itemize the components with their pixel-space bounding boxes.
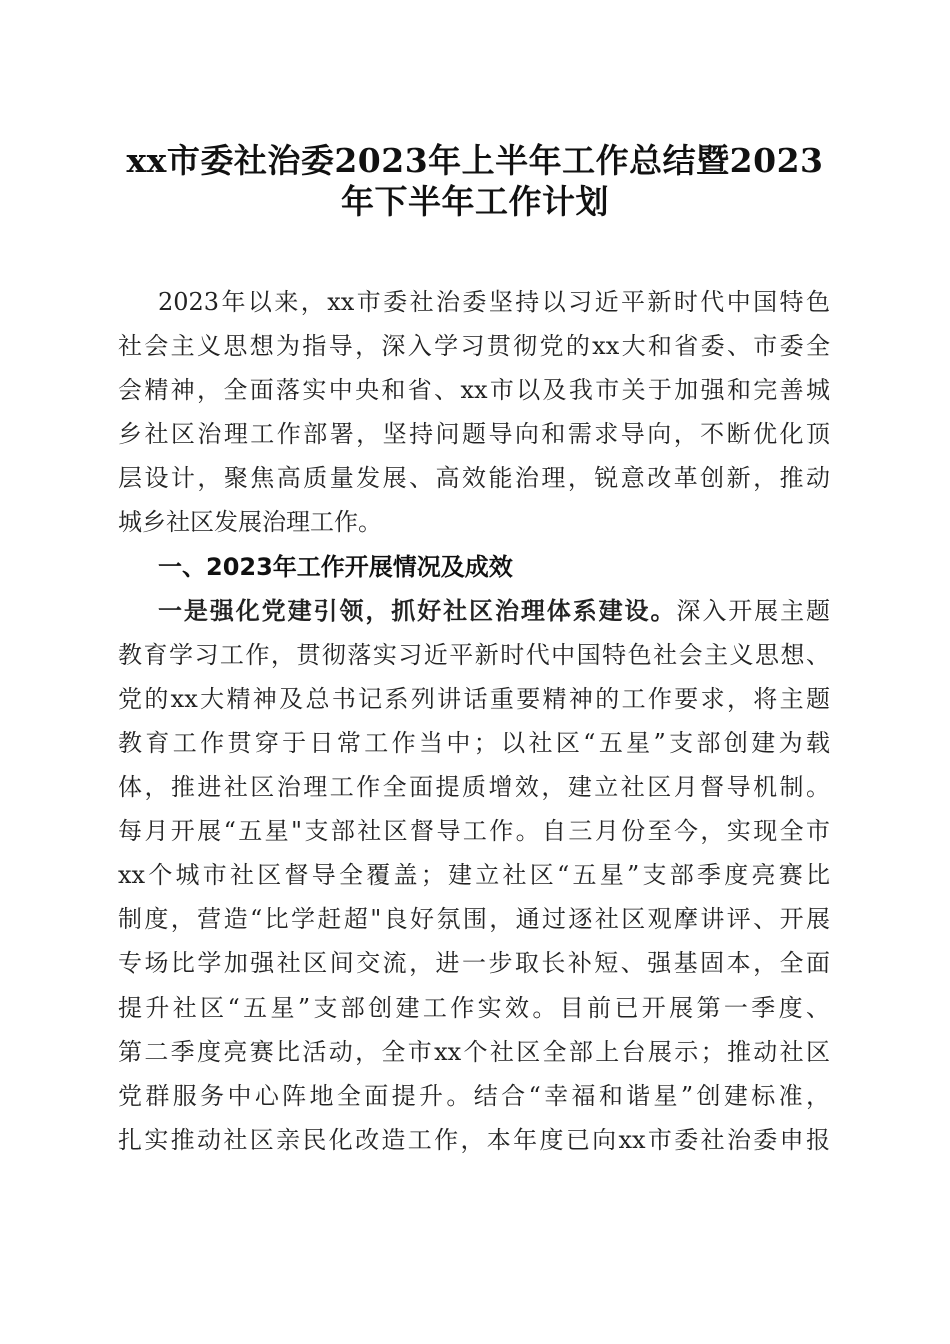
- paragraph-line: xx个城市社区督导全覆盖；建立社区“五星”支部季度亮赛比: [118, 861, 830, 890]
- paragraph-first-line: [118, 589, 830, 633]
- paragraph-line: 教育工作贯穿于日常工作当中；以社区“五星”支部创建为载: [118, 728, 830, 757]
- paragraph-line: 每月开展“五星"支部社区督导工作。自三月份至今，实现全市: [118, 817, 830, 846]
- intro-line: 社会主义思想为指导，深入学习贯彻党的xx大和省委、市委全: [118, 332, 830, 361]
- intro-line: 城乡社区发展治理工作。: [118, 508, 382, 537]
- paragraph-line: 扎实推动社区亲民化改造工作，本年度已向xx市委社治委申报: [118, 1125, 830, 1154]
- paragraph-line: 制度，营造“比学赶超"良好氛围，通过逐社区观摩讲评、开展: [118, 905, 830, 934]
- title-line-2: 年下半年工作计划: [341, 182, 609, 221]
- paragraph-line: 提升社区“五星”支部创建工作实效。目前已开展第一季度、: [118, 993, 830, 1022]
- intro-line: 乡社区治理工作部署，坚持问题导向和需求导向，不断优化顶: [118, 420, 830, 449]
- paragraph-line: 专场比学加强社区间交流，进一步取长补短、强基固本，全面: [118, 949, 830, 978]
- paragraph-lead: 一是强化党建引领，抓好社区治理体系建设。: [158, 595, 677, 625]
- intro-line: 2023年以来，xx市委社治委坚持以习近平新时代中国特色: [158, 288, 830, 316]
- title-line-1: xx市委社治委2023年上半年工作总结暨2023: [126, 141, 824, 180]
- intro-line: 层设计，聚焦高质量发展、高效能治理，锐意改革创新，推动: [118, 464, 830, 493]
- paragraph-line: 第二季度亮赛比活动，全市xx个社区全部上台展示；推动社区: [118, 1037, 830, 1066]
- paragraph-line: 党群服务中心阵地全面提升。结合“幸福和谐星”创建标准，: [118, 1081, 830, 1110]
- paragraph-line: 体，推进社区治理工作全面提质增效，建立社区月督导机制。: [118, 773, 830, 802]
- document-body: [118, 280, 830, 1162]
- paragraph-first-rest: 深入开展主题: [676, 596, 831, 625]
- intro-line: 会精神，全面落实中央和省、xx市以及我市关于加强和完善城: [118, 376, 830, 405]
- document-title: [110, 140, 840, 222]
- paragraph-line: 教育学习工作，贯彻落实习近平新时代中国特色社会主义思想、: [118, 640, 830, 669]
- section-heading: 一、2023年工作开展情况及成效: [158, 552, 513, 581]
- paragraph-line: 党的xx大精神及总书记系列讲话重要精神的工作要求，将主题: [118, 684, 830, 713]
